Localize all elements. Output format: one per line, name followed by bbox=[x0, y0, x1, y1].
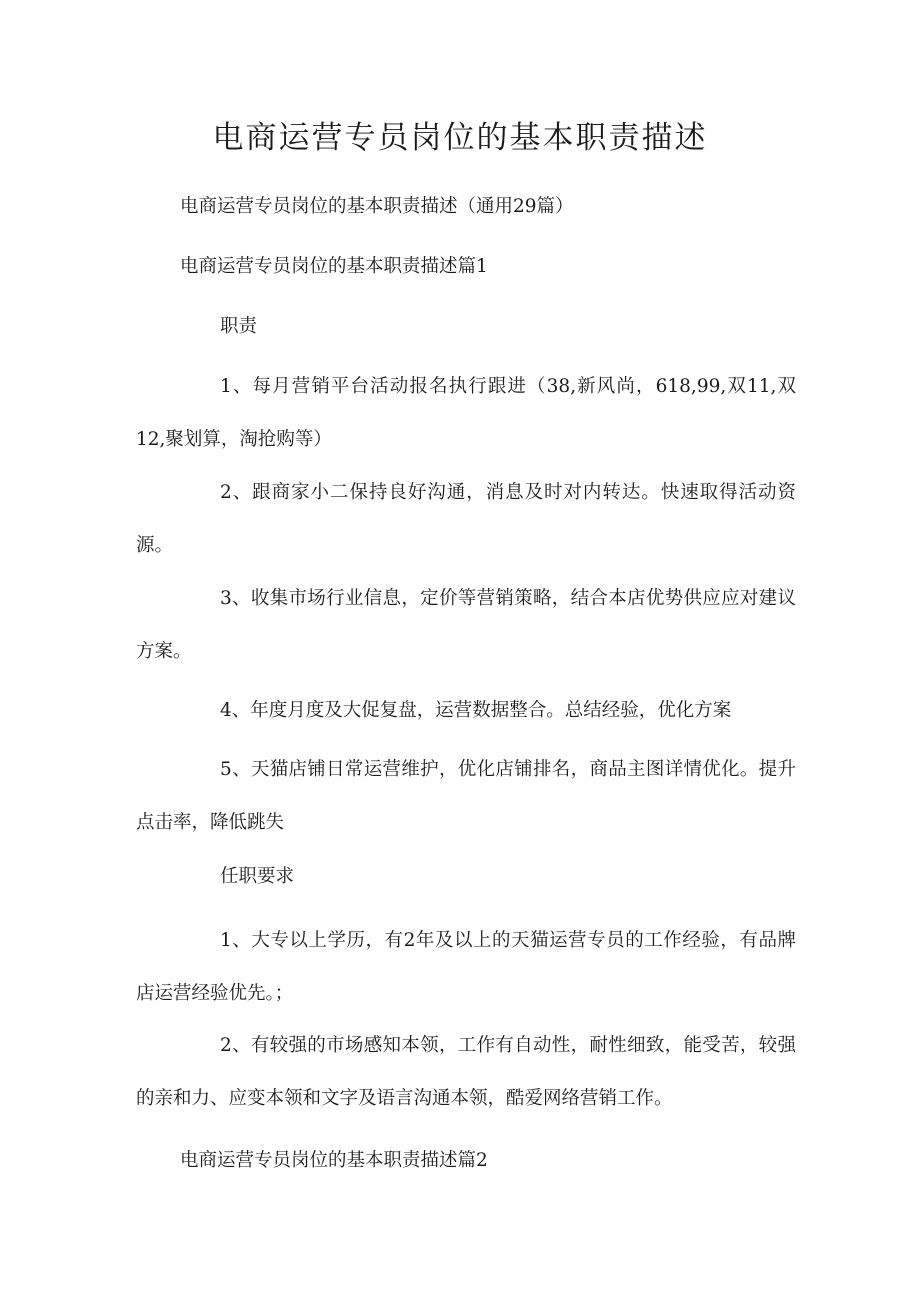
section-heading-1: 电商运营专员岗位的基本职责描述篇1 bbox=[180, 256, 488, 277]
duty-item-3: 3、收集市场行业信息，定价等营销策略，结合本店优势供应应对建议方案。 bbox=[136, 588, 796, 662]
document-title: 电商运营专员岗位的基本职责描述 bbox=[212, 120, 708, 156]
requirement-item-1: 1、大专以上学历，有2年及以上的天猫运营专员的工作经验，有品牌店运营经验优先。； bbox=[136, 930, 796, 1004]
duty-item-5: 5、天猫店铺日常运营维护，优化店铺排名，商品主图详情优化。提升点击率，降低跳失 bbox=[136, 759, 796, 833]
document-subtitle: 电商运营专员岗位的基本职责描述（通用29篇） bbox=[180, 196, 574, 217]
section-heading-2: 电商运营专员岗位的基本职责描述篇2 bbox=[180, 1150, 488, 1171]
duty-item-1: 1、每月营销平台活动报名执行跟进（38,新风尚，618,99,双11,双12,聚划算，淘抢购等） bbox=[136, 376, 796, 450]
duties-label: 职责 bbox=[220, 316, 258, 337]
duty-item-4: 4、年度月度及大促复盘，运营数据整合。总结经验，优化方案 bbox=[220, 700, 732, 721]
requirement-item-2: 2、有较强的市场感知本领，工作有自动性，耐性细致，能受苦，较强的亲和力、应变本领和文字及语言沟通本领，酷爱网络营销工作。 bbox=[136, 1035, 796, 1109]
duty-item-2: 2、跟商家小二保持良好沟通，消息及时对内转达。快速取得活动资源。 bbox=[136, 482, 796, 556]
requirements-label: 任职要求 bbox=[220, 866, 295, 887]
